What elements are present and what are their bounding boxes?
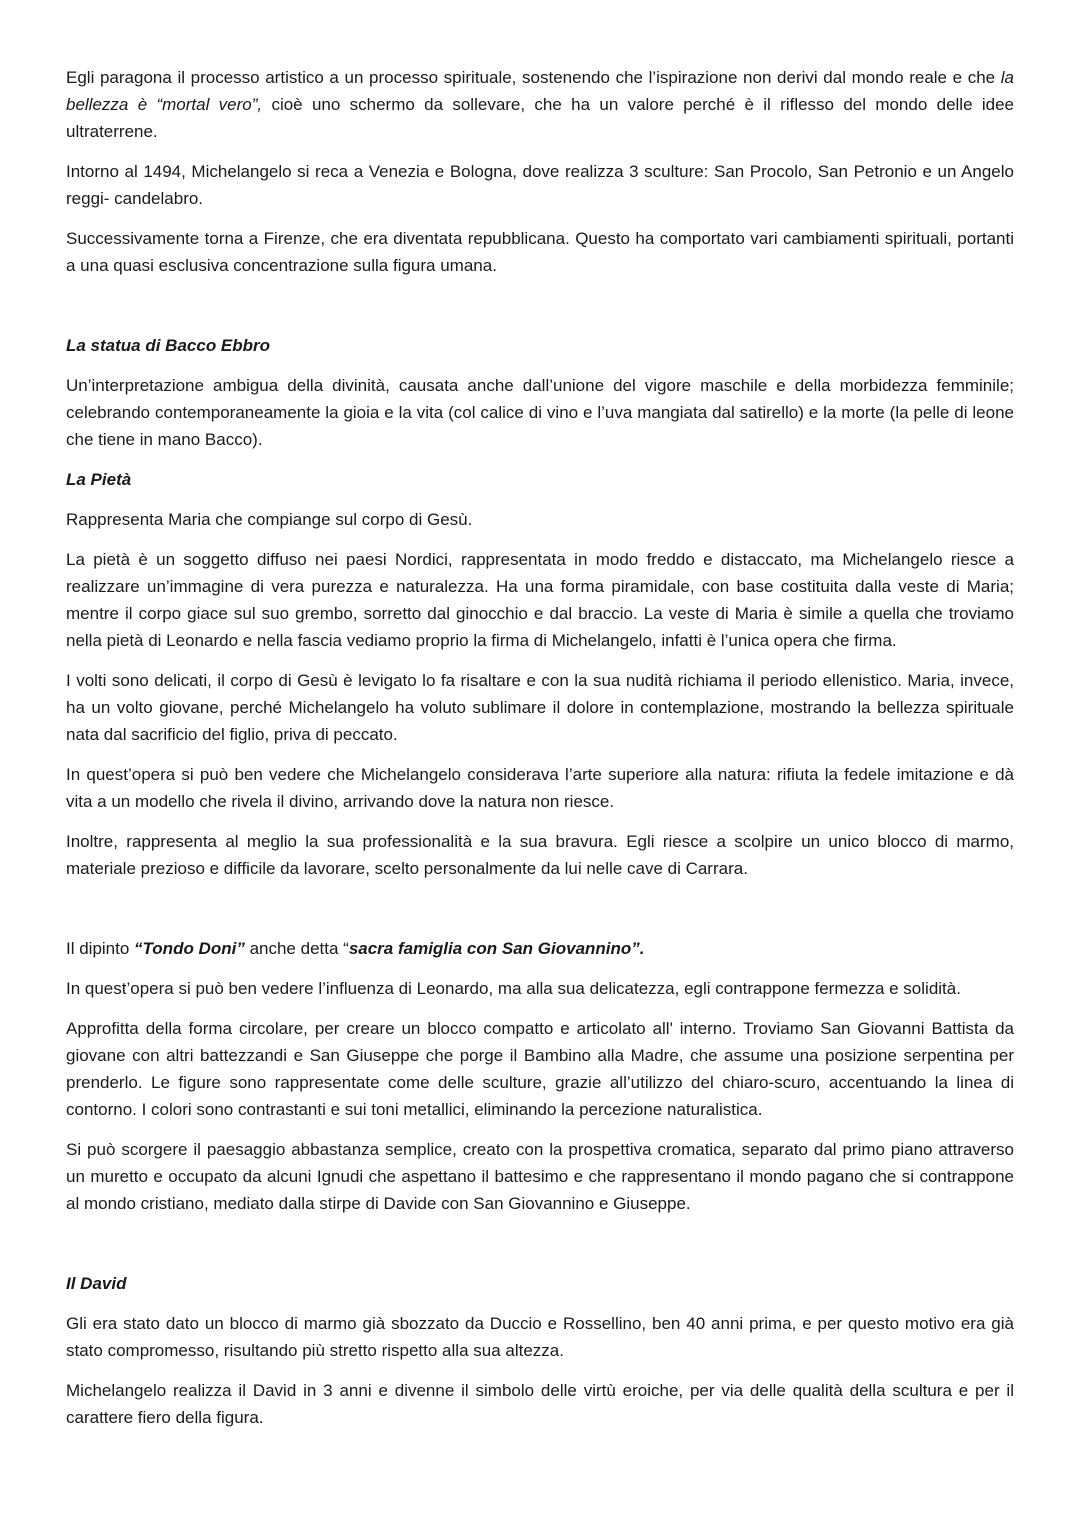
intro-paragraph-1 xyxy=(66,64,1014,145)
document-page xyxy=(66,64,1014,1444)
bacco-paragraph-1: Un’interpretazione ambigua della divinità, causata anche dall’unione del vigore maschile e della morbidezza femminile; celebrando contemporaneamente la gioia e la vita (col calice di vino e l’uva mangiata dal satirello) e la morte (la pelle di leone che tiene in mano Bacco). xyxy=(66,376,1014,449)
bacco-heading: La statua di Bacco Ebbro xyxy=(66,336,271,355)
tondo-paragraph-1: In quest’opera si può ben vedere l’influenza di Leonardo, ma alla sua delicatezza, egli contrappone fermezza e solidità. xyxy=(66,979,961,998)
section-spacer xyxy=(66,292,1014,332)
intro-text: Egli paragona il processo artistico a un processo spirituale, sostenendo che l’ispirazione non derivi dal mondo reale e che xyxy=(66,68,1001,87)
intro-paragraph-2: Intorno al 1494, Michelangelo si reca a Venezia e Bologna, dove realizza 3 sculture: San Procolo, San Petronio e un Angelo reggi- candelabro. xyxy=(66,162,1014,208)
tondo-heading xyxy=(66,935,1014,962)
tondo-heading-text-2: anche detta “ xyxy=(244,939,349,958)
pieta-paragraph-2: La pietà è un soggetto diffuso nei paesi Nordici, rappresentata in modo freddo e distaccato, ma Michelangelo riesce a realizzare un’immagine di vera purezza e naturalezza. Ha una forma piramidale, con base costituita dalla veste di Maria; mentre il corpo giace sul suo grembo, sorretto dal ginocchio e dal braccio. La veste di Maria è simile a quella che troviamo nella pietà di Leonardo e nella fascia vediamo proprio la firma di Michelangelo, infatti è l’unica opera che firma. xyxy=(66,550,1014,650)
david-paragraph-1: Gli era stato dato un blocco di marmo già sbozzato da Duccio e Rossellino, ben 40 anni prima, e per questo motivo era già stato compromesso, risultando più stretto rispetto alla sua altezza. xyxy=(66,1314,1014,1360)
section-spacer xyxy=(66,895,1014,935)
pieta-paragraph-5: Inoltre, rappresenta al meglio la sua professionalità e la sua bravura. Egli riesce a scolpire un unico blocco di marmo, materiale prezioso e difficile da lavorare, scelto personalmente da lui nelle cave di Carrara. xyxy=(66,832,1014,878)
intro-paragraph-3: Successivamente torna a Firenze, che era diventata repubblicana. Questo ha comportato vari cambiamenti spirituali, portanti a una quasi esclusiva concentrazione sulla figura umana. xyxy=(66,229,1014,275)
pieta-paragraph-4: In quest’opera si può ben vedere che Michelangelo considerava l’arte superiore alla natura: rifiuta la fedele imitazione e dà vita a un modello che rivela il divino, arrivando dove la natura non riesce. xyxy=(66,765,1014,811)
intro-text-cont: cioè uno schermo da sollevare, che ha un valore perché è il riflesso del mondo delle idee ultraterrene. xyxy=(66,95,1014,141)
tondo-paragraph-3: Si può scorgere il paesaggio abbastanza semplice, creato con la prospettiva cromatica, separato dal primo piano attraverso un muretto e occupato da alcuni Ignudi che aspettano il battesimo e che rappresentano il mondo pagano che si contrappone al mondo cristiano, mediato dalla stirpe di Davide con San Giovannino e Giuseppe. xyxy=(66,1140,1014,1213)
intro-emphasis: la bellezza è “mortal vero”, xyxy=(66,68,1014,114)
david-heading: Il David xyxy=(66,1274,127,1293)
tondo-paragraph-2: Approfitta della forma circolare, per creare un blocco compatto e articolato all' interno. Troviamo San Giovanni Battista da giovane con altri battezzandi e San Giuseppe che porge il Bambino alla Madre, che assume una posizione serpentina per prenderlo. Le figure sono rappresentate come delle sculture, grazie all’utilizzo del chiaro-scuro, accentuando la linea di contorno. I colori sono contrastanti e sui toni metallici, eliminando la percezione naturalistica. xyxy=(66,1019,1014,1119)
david-paragraph-2: Michelangelo realizza il David in 3 anni e divenne il simbolo delle virtù eroiche, per via delle qualità della scultura e per il carattere fiero della figura. xyxy=(66,1381,1014,1427)
tondo-heading-title: “Tondo Doni” xyxy=(134,939,245,958)
pieta-paragraph-3: I volti sono delicati, il corpo di Gesù è levigato lo fa risaltare e con la sua nudità richiama il periodo ellenistico. Maria, invece, ha un volto giovane, perché Michelangelo ha voluto sublimare il dolore in contemplazione, mostrando la bellezza spirituale nata dal sacrificio del figlio, priva di peccato. xyxy=(66,671,1014,744)
tondo-heading-subtitle: sacra famiglia con San Giovannino”. xyxy=(348,939,645,958)
pieta-paragraph-1: Rappresenta Maria che compiange sul corpo di Gesù. xyxy=(66,510,473,529)
tondo-heading-text: Il dipinto xyxy=(66,939,135,958)
section-spacer xyxy=(66,1230,1014,1270)
pieta-heading: La Pietà xyxy=(66,470,132,489)
